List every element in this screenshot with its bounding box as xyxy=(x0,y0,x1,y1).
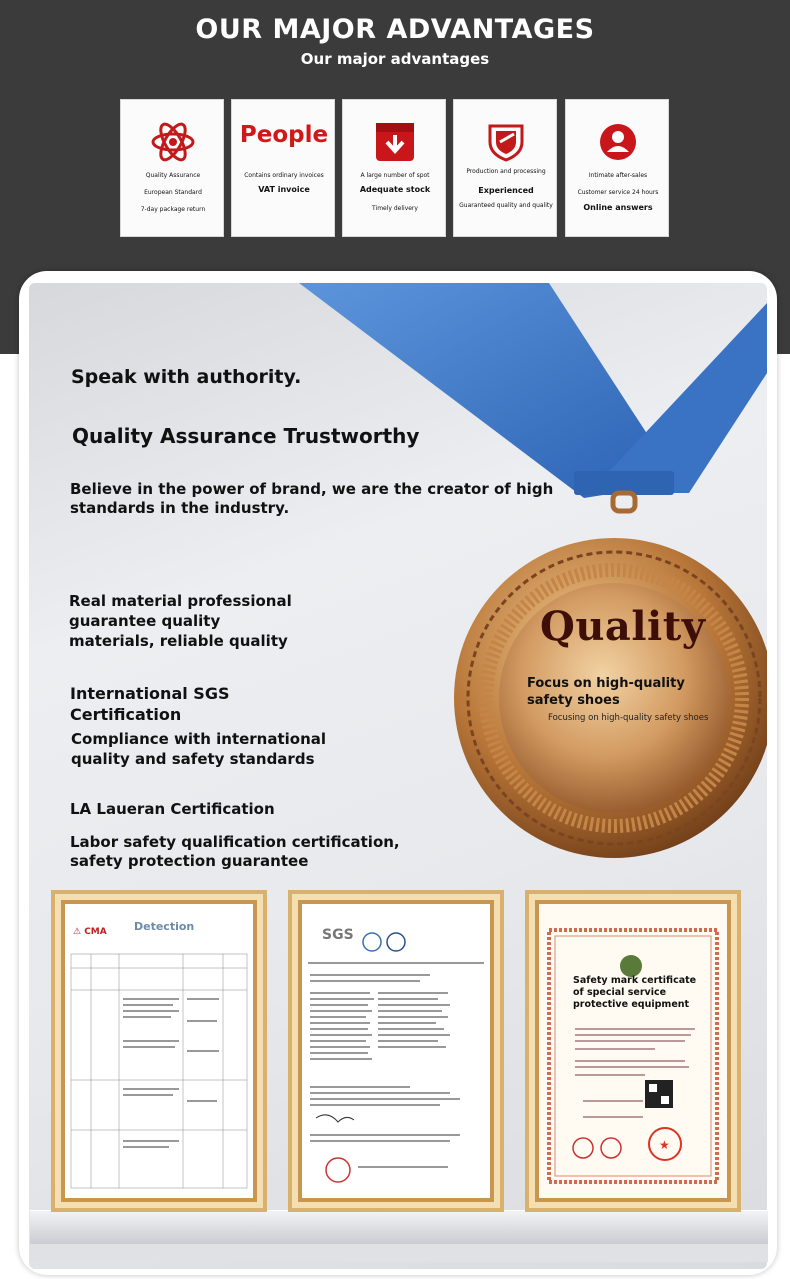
sgs-body: quality and safety standards xyxy=(71,750,315,768)
shield-icon xyxy=(454,120,558,164)
card-line: Guaranteed quality and quality xyxy=(459,202,553,209)
card-line: Quality Assurance xyxy=(145,172,201,179)
medal-title: Quality xyxy=(540,603,706,650)
people-label: People xyxy=(239,122,329,148)
sgs-heading: International SGS xyxy=(70,684,230,703)
card-line: Timely delivery xyxy=(372,205,418,212)
believe-line: standards in the industry. xyxy=(70,499,290,517)
real-line: guarantee quality xyxy=(69,612,221,630)
believe-line: Believe in the power of brand, we are the creator of high xyxy=(70,480,554,498)
svg-text:⚠ CMA: ⚠ CMA xyxy=(73,927,107,937)
shelf-front xyxy=(30,1244,768,1262)
atom-icon xyxy=(121,120,225,164)
card-line: Online answers xyxy=(583,203,653,212)
card-line: 7-day package return xyxy=(140,206,206,213)
la-heading: LA Laueran Certification xyxy=(70,800,275,818)
quality-heading: Quality Assurance Trustworthy xyxy=(72,424,420,448)
card-line: Contains ordinary invoices xyxy=(244,172,324,179)
detection-certificate xyxy=(51,890,267,1216)
sgs-body: Compliance with international xyxy=(71,730,327,748)
advantage-card-quality xyxy=(120,99,224,237)
download-icon xyxy=(343,120,447,164)
advantage-card-invoice xyxy=(231,99,335,237)
safety-mark-certificate xyxy=(525,890,741,1216)
advantage-card-production xyxy=(453,99,557,237)
card-line: A large number of spot xyxy=(360,172,430,179)
la-body: safety protection guarantee xyxy=(70,852,309,870)
advantage-card-stock xyxy=(342,99,446,237)
card-line: VAT invoice xyxy=(258,185,310,194)
card-line: Production and processing xyxy=(466,168,546,175)
real-line: Real material professional xyxy=(69,592,292,610)
card-line: Intimate after-sales xyxy=(588,172,648,179)
user-icon xyxy=(566,120,670,164)
card-line: Adequate stock xyxy=(359,185,431,194)
medal-line: Focus on high-quality safety shoes xyxy=(527,676,685,708)
sgs-certificate xyxy=(288,890,504,1216)
detection-label: Detection xyxy=(134,920,195,933)
sgs-heading: Certification xyxy=(70,705,182,724)
svg-text:★: ★ xyxy=(659,1138,670,1152)
sgs-logo: SGS xyxy=(322,927,354,943)
speak-heading: Speak with authority. xyxy=(71,366,302,388)
medal-caption: Focusing on high-quality safety shoes xyxy=(548,713,709,723)
card-line: Experienced xyxy=(478,186,534,195)
safety-mark-title: Safety mark certificate of special service protective equipment xyxy=(573,975,697,1010)
card-line: Customer service 24 hours xyxy=(577,189,659,196)
page-subtitle: Our major advantages xyxy=(300,50,490,68)
page-title: OUR MAJOR ADVANTAGES xyxy=(195,14,595,45)
card-line: European Standard xyxy=(144,189,202,196)
real-line: materials, reliable quality xyxy=(69,632,288,650)
advantage-card-service xyxy=(565,99,669,237)
la-body: Labor safety qualification certification, xyxy=(70,833,400,851)
